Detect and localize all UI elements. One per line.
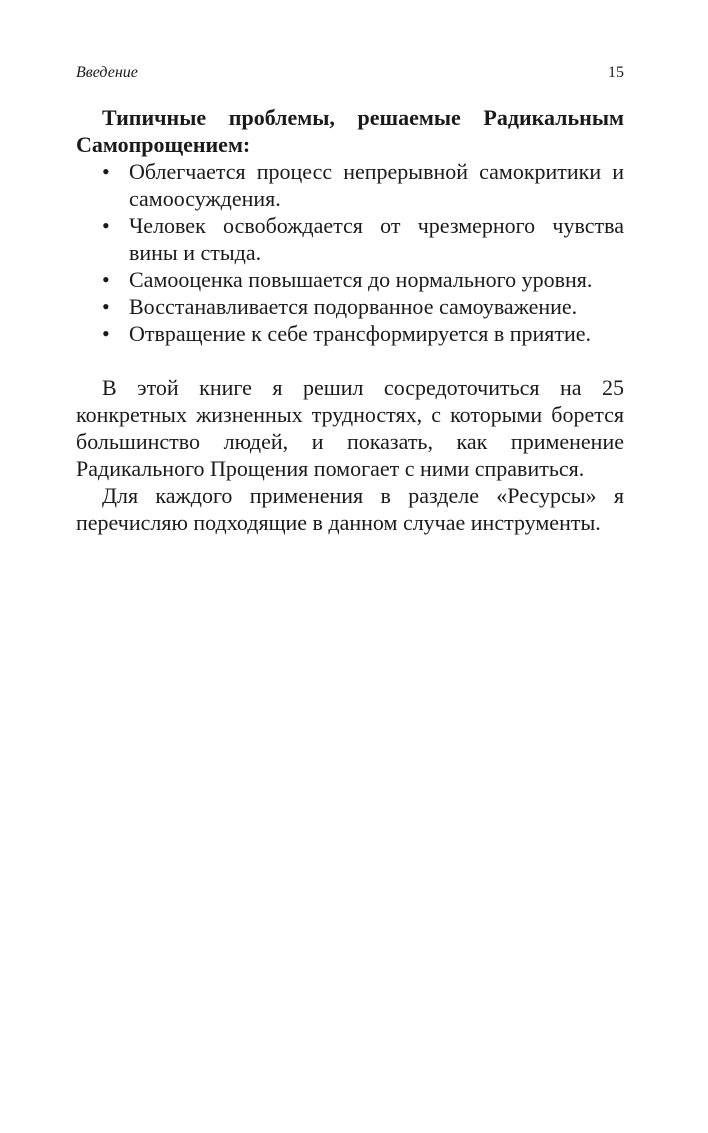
bullet-icon: • bbox=[102, 159, 110, 184]
bullet-list bbox=[76, 158, 624, 347]
page-number: 15 bbox=[608, 64, 624, 81]
body-paragraph: В этой книге я решил сосредоточиться на 25 конкретных жизненных трудностях, с которыми борется большинство людей, и показать, как применение Радикального Прощения помогает с ними справиться. bbox=[76, 375, 624, 481]
list-item bbox=[76, 266, 624, 293]
list-item-text: Человек освобождается от чрезмерного чувства вины и стыда. bbox=[129, 213, 624, 265]
list-item bbox=[76, 212, 624, 266]
list-item-text: Восстанавливается подорванное самоуважение. bbox=[129, 294, 578, 319]
running-header bbox=[76, 64, 624, 86]
bullet-icon: • bbox=[102, 213, 110, 238]
bullet-icon: • bbox=[102, 294, 110, 319]
paragraph-gap bbox=[76, 347, 624, 374]
list-item bbox=[76, 293, 624, 320]
list-item-text: Облегчается процесс непрерывной самокритики и самоосуждения. bbox=[129, 159, 624, 211]
page-body bbox=[76, 104, 624, 536]
bullet-icon: • bbox=[102, 267, 110, 292]
body-paragraph: Для каждого применения в разделе «Ресурсы» я перечисляю подходящие в данном случае инструменты. bbox=[76, 483, 624, 535]
list-item-text: Отвращение к себе трансформируется в приятие. bbox=[129, 321, 592, 346]
bullet-icon: • bbox=[102, 321, 110, 346]
list-item bbox=[76, 320, 624, 347]
section-heading: Типичные проблемы, решаемые Радикальным Самопрощением: bbox=[76, 105, 624, 157]
list-item-text: Самооценка повышается до нормального уровня. bbox=[129, 267, 593, 292]
list-item bbox=[76, 158, 624, 212]
running-title: Введение bbox=[76, 64, 138, 81]
